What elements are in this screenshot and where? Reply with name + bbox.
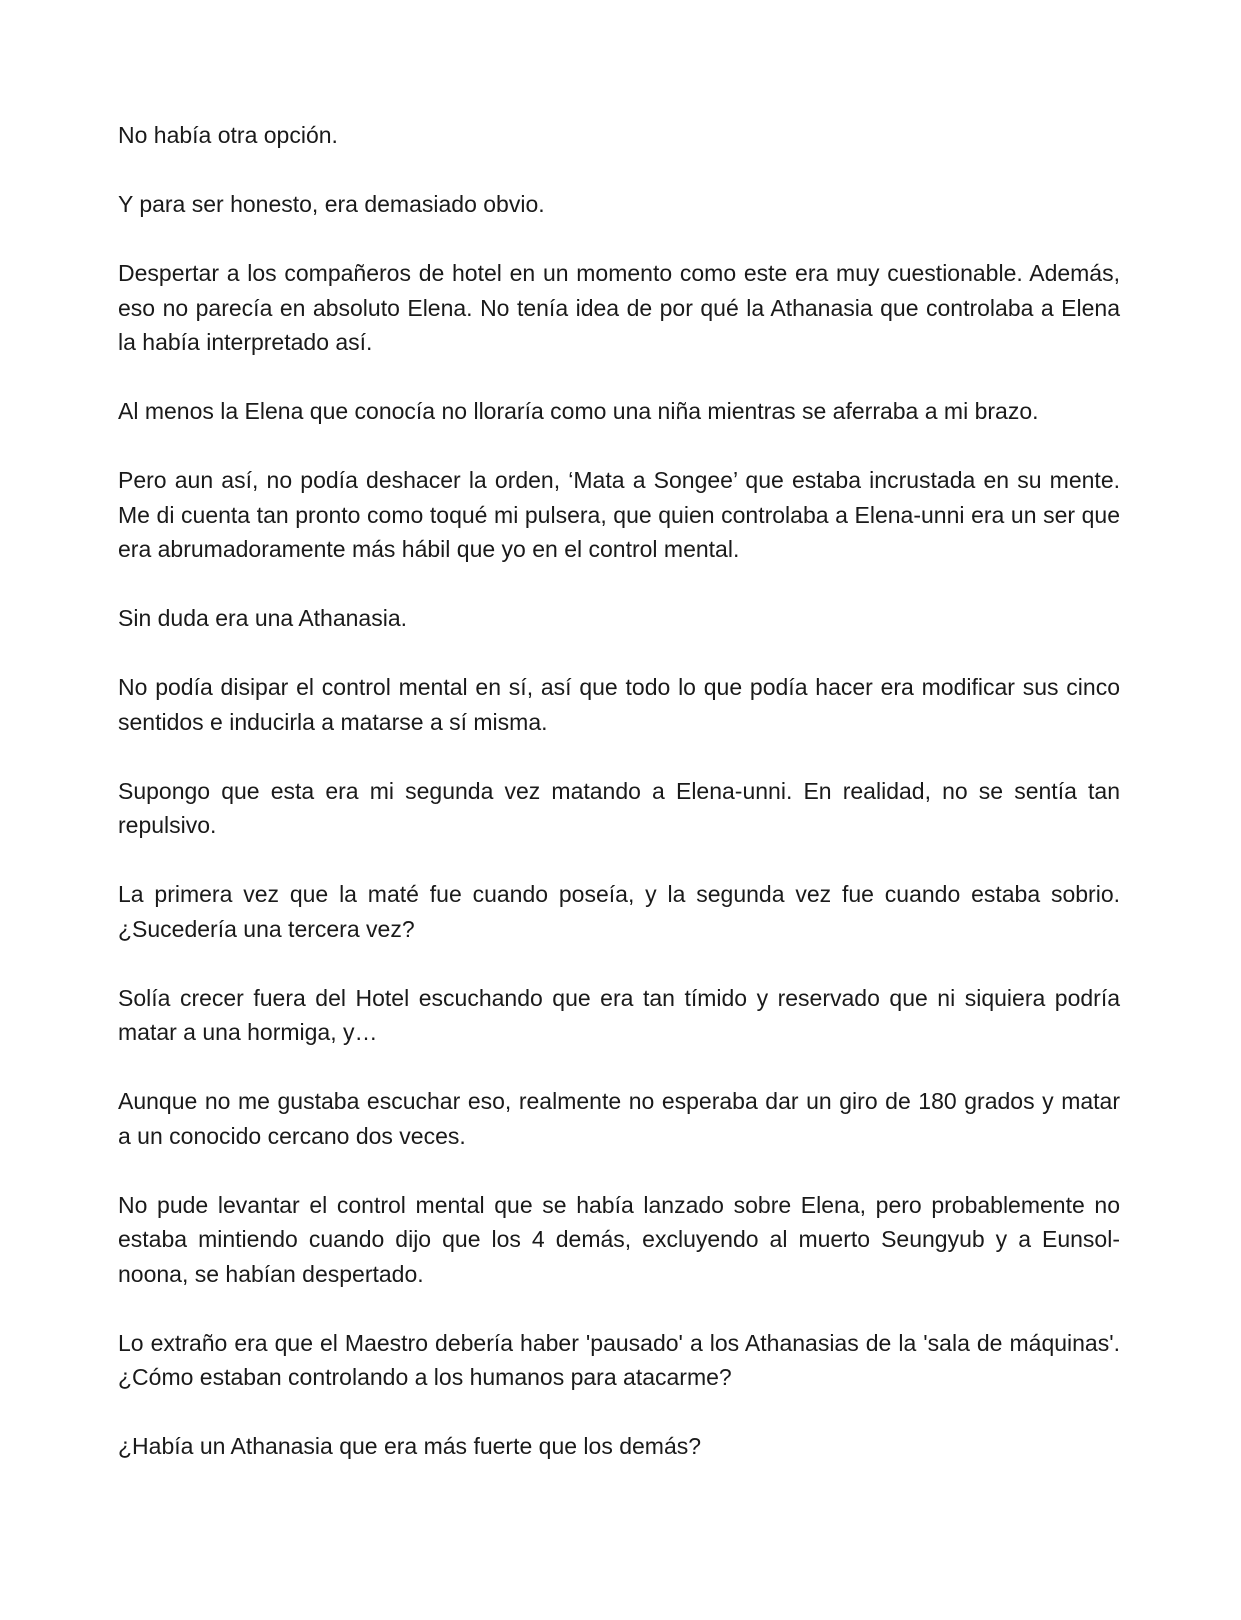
document-page (118, 118, 1120, 1498)
paragraph: Al menos la Elena que conocía no lloraría como una niña mientras se aferraba a mi brazo. (118, 398, 1039, 424)
paragraph: ¿Había un Athanasia que era más fuerte que los demás? (118, 1433, 702, 1459)
paragraph: No había otra opción. (118, 122, 338, 148)
paragraph: Despertar a los compañeros de hotel en un momento como este era muy cuestionable. Además, eso no parecía en absoluto Elena. No tenía idea de por qué la Athanasia que controlaba a Elena la había interpretado así. (118, 260, 1120, 355)
paragraph: Y para ser honesto, era demasiado obvio. (118, 191, 545, 217)
paragraph: No podía disipar el control mental en sí, así que todo lo que podía hacer era modificar sus cinco sentidos e inducirla a matarse a sí misma. (118, 674, 1120, 735)
paragraph: Solía crecer fuera del Hotel escuchando que era tan tímido y reservado que ni siquiera podría matar a una hormiga, y… (118, 984, 1120, 1045)
paragraph: Supongo que esta era mi segunda vez matando a Elena-unni. En realidad, no se sentía tan repulsivo. (118, 777, 1120, 838)
paragraph: Lo extraño era que el Maestro debería haber 'pausado' a los Athanasias de la 'sala de máquinas'. ¿Cómo estaban controlando a los humanos para atacarme? (118, 1329, 1120, 1390)
paragraph: Aunque no me gustaba escuchar eso, realmente no esperaba dar un giro de 180 grados y matar a un conocido cercano dos veces. (118, 1088, 1120, 1149)
paragraph: La primera vez que la maté fue cuando poseía, y la segunda vez fue cuando estaba sobrio. ¿Sucedería una tercera vez? (118, 881, 1120, 942)
paragraph: Sin duda era una Athanasia. (118, 605, 408, 631)
paragraph: No pude levantar el control mental que se había lanzado sobre Elena, pero probablemente no estaba mintiendo cuando dijo que los 4 demás, excluyendo al muerto Seungyub y a Eunsol-noona, se habían despertado. (118, 1191, 1120, 1287)
paragraph: Pero aun así, no podía deshacer la orden, ‘Mata a Songee’ que estaba incrustada en su mente. Me di cuenta tan pronto como toqué mi pulsera, que quien controlaba a Elena-unni era un ser que era abrumadoramente más hábil que yo en el control mental. (118, 467, 1120, 562)
